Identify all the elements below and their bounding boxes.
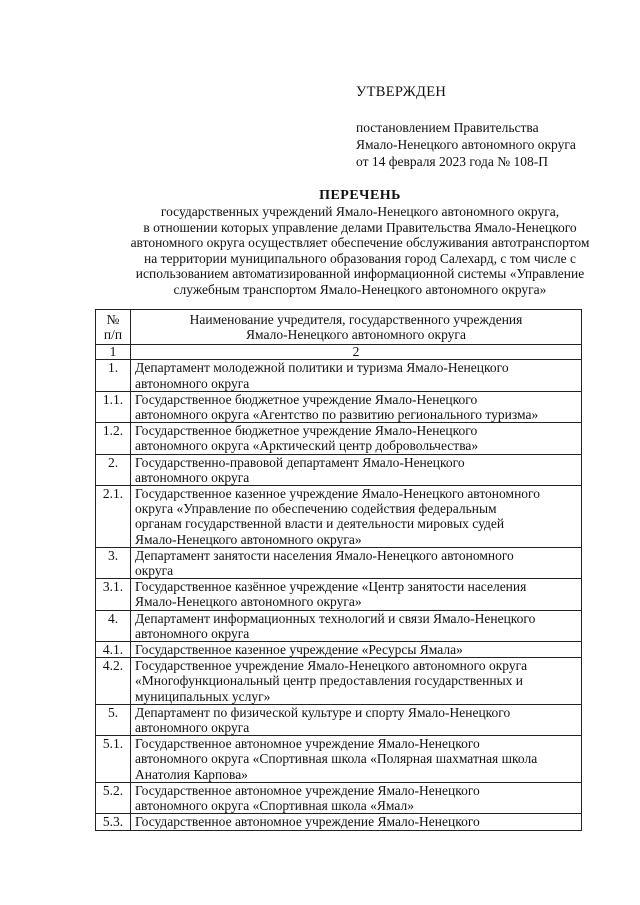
row-number: 1.2. [96, 423, 131, 454]
row-name-line: Департамент молодежной политики и туризма Ямало-Ненецкого [135, 360, 509, 376]
row-name-line: автономного округа «Спортивная школа «Ямал» [135, 798, 414, 814]
table-row [96, 486, 582, 548]
column-header-number [96, 310, 131, 345]
row-name [131, 391, 582, 422]
row-number: 4.1. [96, 642, 131, 658]
table-row [96, 579, 582, 610]
column-header-name [131, 310, 582, 345]
row-name-line: Государственное казенное учреждение Ямало-Ненецкого автономного [135, 486, 540, 502]
table-row [96, 391, 582, 422]
row-number: 5. [96, 704, 131, 735]
row-name [131, 486, 582, 548]
table-row [96, 814, 582, 830]
table-row [96, 610, 582, 641]
row-name-line: Государственное автономное учреждение Ямало-Ненецкого [135, 782, 480, 798]
row-number: 4. [96, 610, 131, 641]
row-name-line: автономного округа [135, 469, 250, 485]
row-number: 5.1. [96, 736, 131, 783]
row-number: 2. [96, 454, 131, 485]
row-name-line: Ямало-Ненецкого автономного округа» [135, 531, 362, 547]
heading-line: государственных учреждений Ямало-Ненецкого автономного округа, [160, 204, 560, 219]
row-name [131, 423, 582, 454]
row-number: 4.2. [96, 658, 131, 705]
row-name-line: Департамент по физической культуре и спорту Ямало-Ненецкого [135, 704, 511, 720]
row-name-line: округа «Управление по обеспечению содействия федеральным [135, 501, 497, 517]
table-body [96, 360, 582, 830]
row-number: 1.1. [96, 391, 131, 422]
document-title: ПЕРЕЧЕНЬ [319, 188, 401, 203]
row-name-line: автономного округа [135, 375, 250, 391]
row-number: 3.1. [96, 579, 131, 610]
header-text: № [106, 312, 120, 327]
row-name [131, 547, 582, 578]
row-name-line: автономного округа [135, 720, 250, 736]
row-name-line: Государственное бюджетное учреждение Ямало-Ненецкого [135, 391, 478, 407]
row-name-line: муниципальных услуг» [135, 688, 271, 704]
institutions-table [95, 309, 582, 831]
row-name [131, 704, 582, 735]
approval-line: от 14 февраля 2023 года № 108-П [356, 154, 548, 169]
row-number: 3. [96, 547, 131, 578]
heading-line: использованием автоматизированной информационной системы «Управление [135, 266, 585, 282]
row-name-line: Государственное автономное учреждение Ямало-Ненецкого [135, 736, 480, 752]
approval-line: Ямало-Ненецкого автономного округа [356, 137, 576, 152]
row-name [131, 658, 582, 705]
row-name [131, 360, 582, 391]
table-header-row [96, 310, 582, 345]
row-name [131, 736, 582, 783]
row-name-line: Государственное бюджетное учреждение Ямало-Ненецкого [135, 423, 478, 439]
row-name-line: Государственное казенное учреждение «Ресурсы Ямала» [135, 642, 463, 658]
table-row [96, 736, 582, 783]
row-number: 2.1. [96, 486, 131, 548]
row-name-line: округа [135, 563, 174, 579]
row-name [131, 642, 582, 658]
approval-line: постановлением Правительства [356, 120, 539, 135]
row-name-line: Государственно-правовой департамент Ямало-Ненецкого [135, 454, 465, 470]
heading-line: автономного округа осуществляет обеспечение обслуживания автотранспортом [130, 235, 590, 251]
header-text: Ямало-Ненецкого автономного округа [246, 327, 466, 343]
table-row [96, 423, 582, 454]
table-row [96, 658, 582, 705]
row-name-line: Ямало-Ненецкого автономного округа» [135, 594, 362, 610]
row-name-line: автономного округа [135, 625, 250, 641]
table-row [96, 782, 582, 813]
approval-block [356, 84, 576, 170]
column-index-row [96, 345, 582, 360]
row-name-line: Департамент информационных технологий и связи Ямало-Ненецкого [135, 610, 536, 626]
table-row [96, 704, 582, 735]
row-number: 5.2. [96, 782, 131, 813]
row-name-line: автономного округа «Агентство по развитию регионального туризма» [135, 407, 539, 423]
row-name [131, 610, 582, 641]
row-number: 5.3. [96, 814, 131, 830]
table-row [96, 547, 582, 578]
row-name-line: автономного округа «Спортивная школа «Полярная шахматная школа [135, 751, 538, 767]
table-row [96, 360, 582, 391]
row-number: 1. [96, 360, 131, 391]
row-name-line: органам государственной власти и деятельности мировых судей [135, 516, 505, 532]
row-name [131, 579, 582, 610]
row-name-line: Анатолия Карпова» [135, 766, 248, 782]
row-name-line: автономного округа «Арктический центр добровольчества» [135, 438, 479, 454]
row-name-line: Государственное казённое учреждение «Центр занятости населения [135, 579, 527, 595]
table-row [96, 642, 582, 658]
column-index-cell: 1 [96, 345, 131, 360]
column-index-cell: 2 [131, 345, 582, 360]
table-row [96, 454, 582, 485]
header-text: п/п [103, 327, 123, 343]
row-name-line: Государственное учреждение Ямало-Ненецкого автономного округа [135, 658, 528, 674]
row-name-line: Государственное автономное учреждение Ямало-Ненецкого [135, 814, 480, 830]
header-text: Наименование учредителя, государственного учреждения [189, 312, 523, 327]
document-heading [90, 188, 630, 298]
heading-line: служебным транспортом Ямало-Ненецкого автономного округа» [173, 281, 547, 297]
row-name [131, 782, 582, 813]
row-name-line: «Многофункциональный центр предоставления государственных и [135, 673, 523, 689]
row-name-line: Департамент занятости населения Ямало-Ненецкого автономного [135, 547, 514, 563]
approval-word: УТВЕРЖДЕН [356, 84, 447, 100]
row-name [131, 454, 582, 485]
row-name [131, 814, 582, 830]
heading-line: на территории муниципального образования город Салехард, с том числе с [144, 250, 576, 266]
heading-line: в отношении которых управление делами Правительства Ямало-Ненецкого [143, 219, 577, 235]
